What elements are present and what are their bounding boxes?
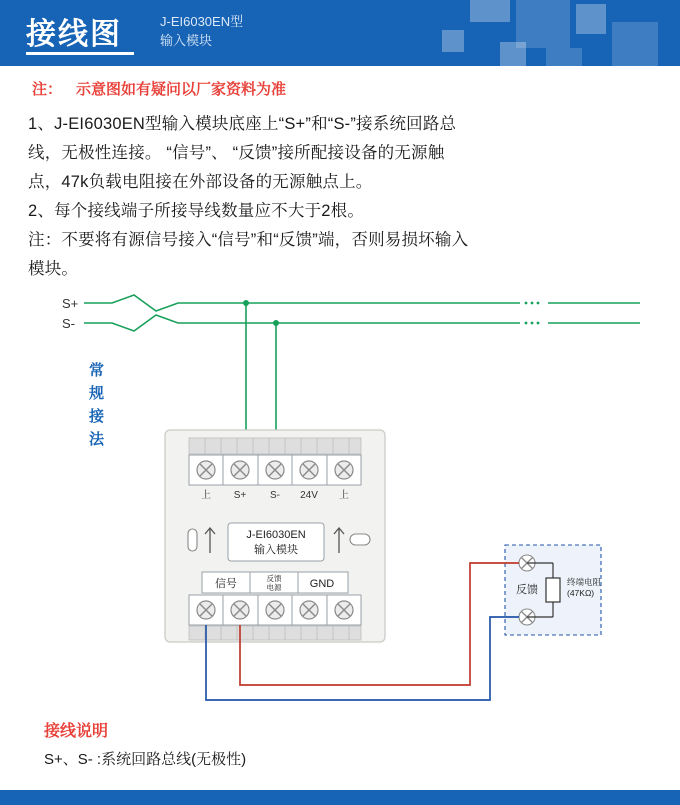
page-subtitle-line2: 输入模块 (160, 33, 213, 48)
terminal-label-top-2: S+ (233, 490, 247, 501)
instruction-line: 点，47k负载电阻接在外部设备的无源触点上。 (28, 173, 373, 191)
warning-note-label: 注： (32, 81, 63, 98)
header-decoration-6 (546, 48, 582, 66)
terminal-resistor-label-line2: (47KΩ) (567, 588, 595, 598)
page-subtitle (160, 12, 243, 50)
wiring-diagram (0, 275, 680, 730)
bus-break-dots (525, 302, 540, 325)
header-decoration-2 (516, 0, 570, 48)
module-name-line1: J-EI6030EN (246, 529, 306, 541)
page-title: 接线图 (26, 18, 122, 51)
svg-text:接: 接 (89, 408, 105, 425)
page-subtitle-line1: J-EI6030EN型 (160, 14, 244, 29)
bus-label-negative: S- (62, 316, 75, 331)
terminal-label-feedback-line1: 反馈 (266, 574, 282, 583)
terminal-label-feedback-line2: 电源 (266, 583, 282, 592)
external-box-label-feedback: 反馈 (516, 584, 538, 596)
instruction-line: 模块。 (28, 260, 79, 278)
title-underline (26, 52, 134, 55)
bus-label-positive: S+ (62, 296, 79, 311)
header-decoration-3 (576, 4, 606, 34)
module-top-strip-back (189, 438, 361, 454)
footer-title: 接线说明 (44, 723, 109, 740)
header-decoration-5 (500, 42, 526, 66)
warning-note (32, 78, 286, 99)
module-led-indicator (188, 529, 197, 551)
module-bottom-strip-back (189, 626, 361, 640)
header-decoration-7 (442, 30, 464, 52)
instruction-line: 2、每个接线端子所接导线数量应不大于2根。 (28, 202, 365, 220)
svg-text:规: 规 (89, 385, 105, 402)
terminal-label-top-4: 24V (300, 490, 318, 501)
header-decoration-4 (612, 22, 658, 66)
svg-text:法: 法 (89, 431, 105, 448)
instruction-line: 1、J-EI6030EN型输入模块底座上“S+”和“S-”接系统回路总 (28, 115, 457, 133)
instruction-line: 注：不要将有源信号接入“信号”和“反馈”端，否则易损坏输入 (28, 231, 469, 249)
terminal-label-top-1: 上 (201, 490, 211, 501)
bus-junction-dots (243, 300, 279, 326)
terminal-label-gnd: GND (309, 578, 335, 590)
instruction-text (28, 110, 654, 284)
terminal-label-top-5: 上 (339, 490, 349, 501)
terminal-resistor-label-line1: 终端电阻 (567, 577, 602, 587)
warning-note-text: 示意图如有疑问以厂家资料为准 (76, 81, 287, 98)
terminal-label-signal: 信号 (215, 578, 237, 590)
terminal-label-top-3: S- (270, 490, 280, 501)
footer-bar (0, 790, 680, 805)
svg-text:常: 常 (89, 362, 105, 379)
module-slot (350, 534, 370, 545)
footer-text: S+、S- :系统回路总线(无极性) (44, 751, 247, 768)
module-name-line2: 输入模块 (254, 544, 298, 556)
side-label-regular-wiring (88, 362, 105, 448)
page-header (0, 0, 680, 66)
instruction-line: 线，无极性连接。 “信号”、 “反馈”接所配接设备的无源触 (28, 144, 445, 162)
bus-lines (84, 295, 640, 331)
header-decoration-1 (470, 0, 510, 22)
